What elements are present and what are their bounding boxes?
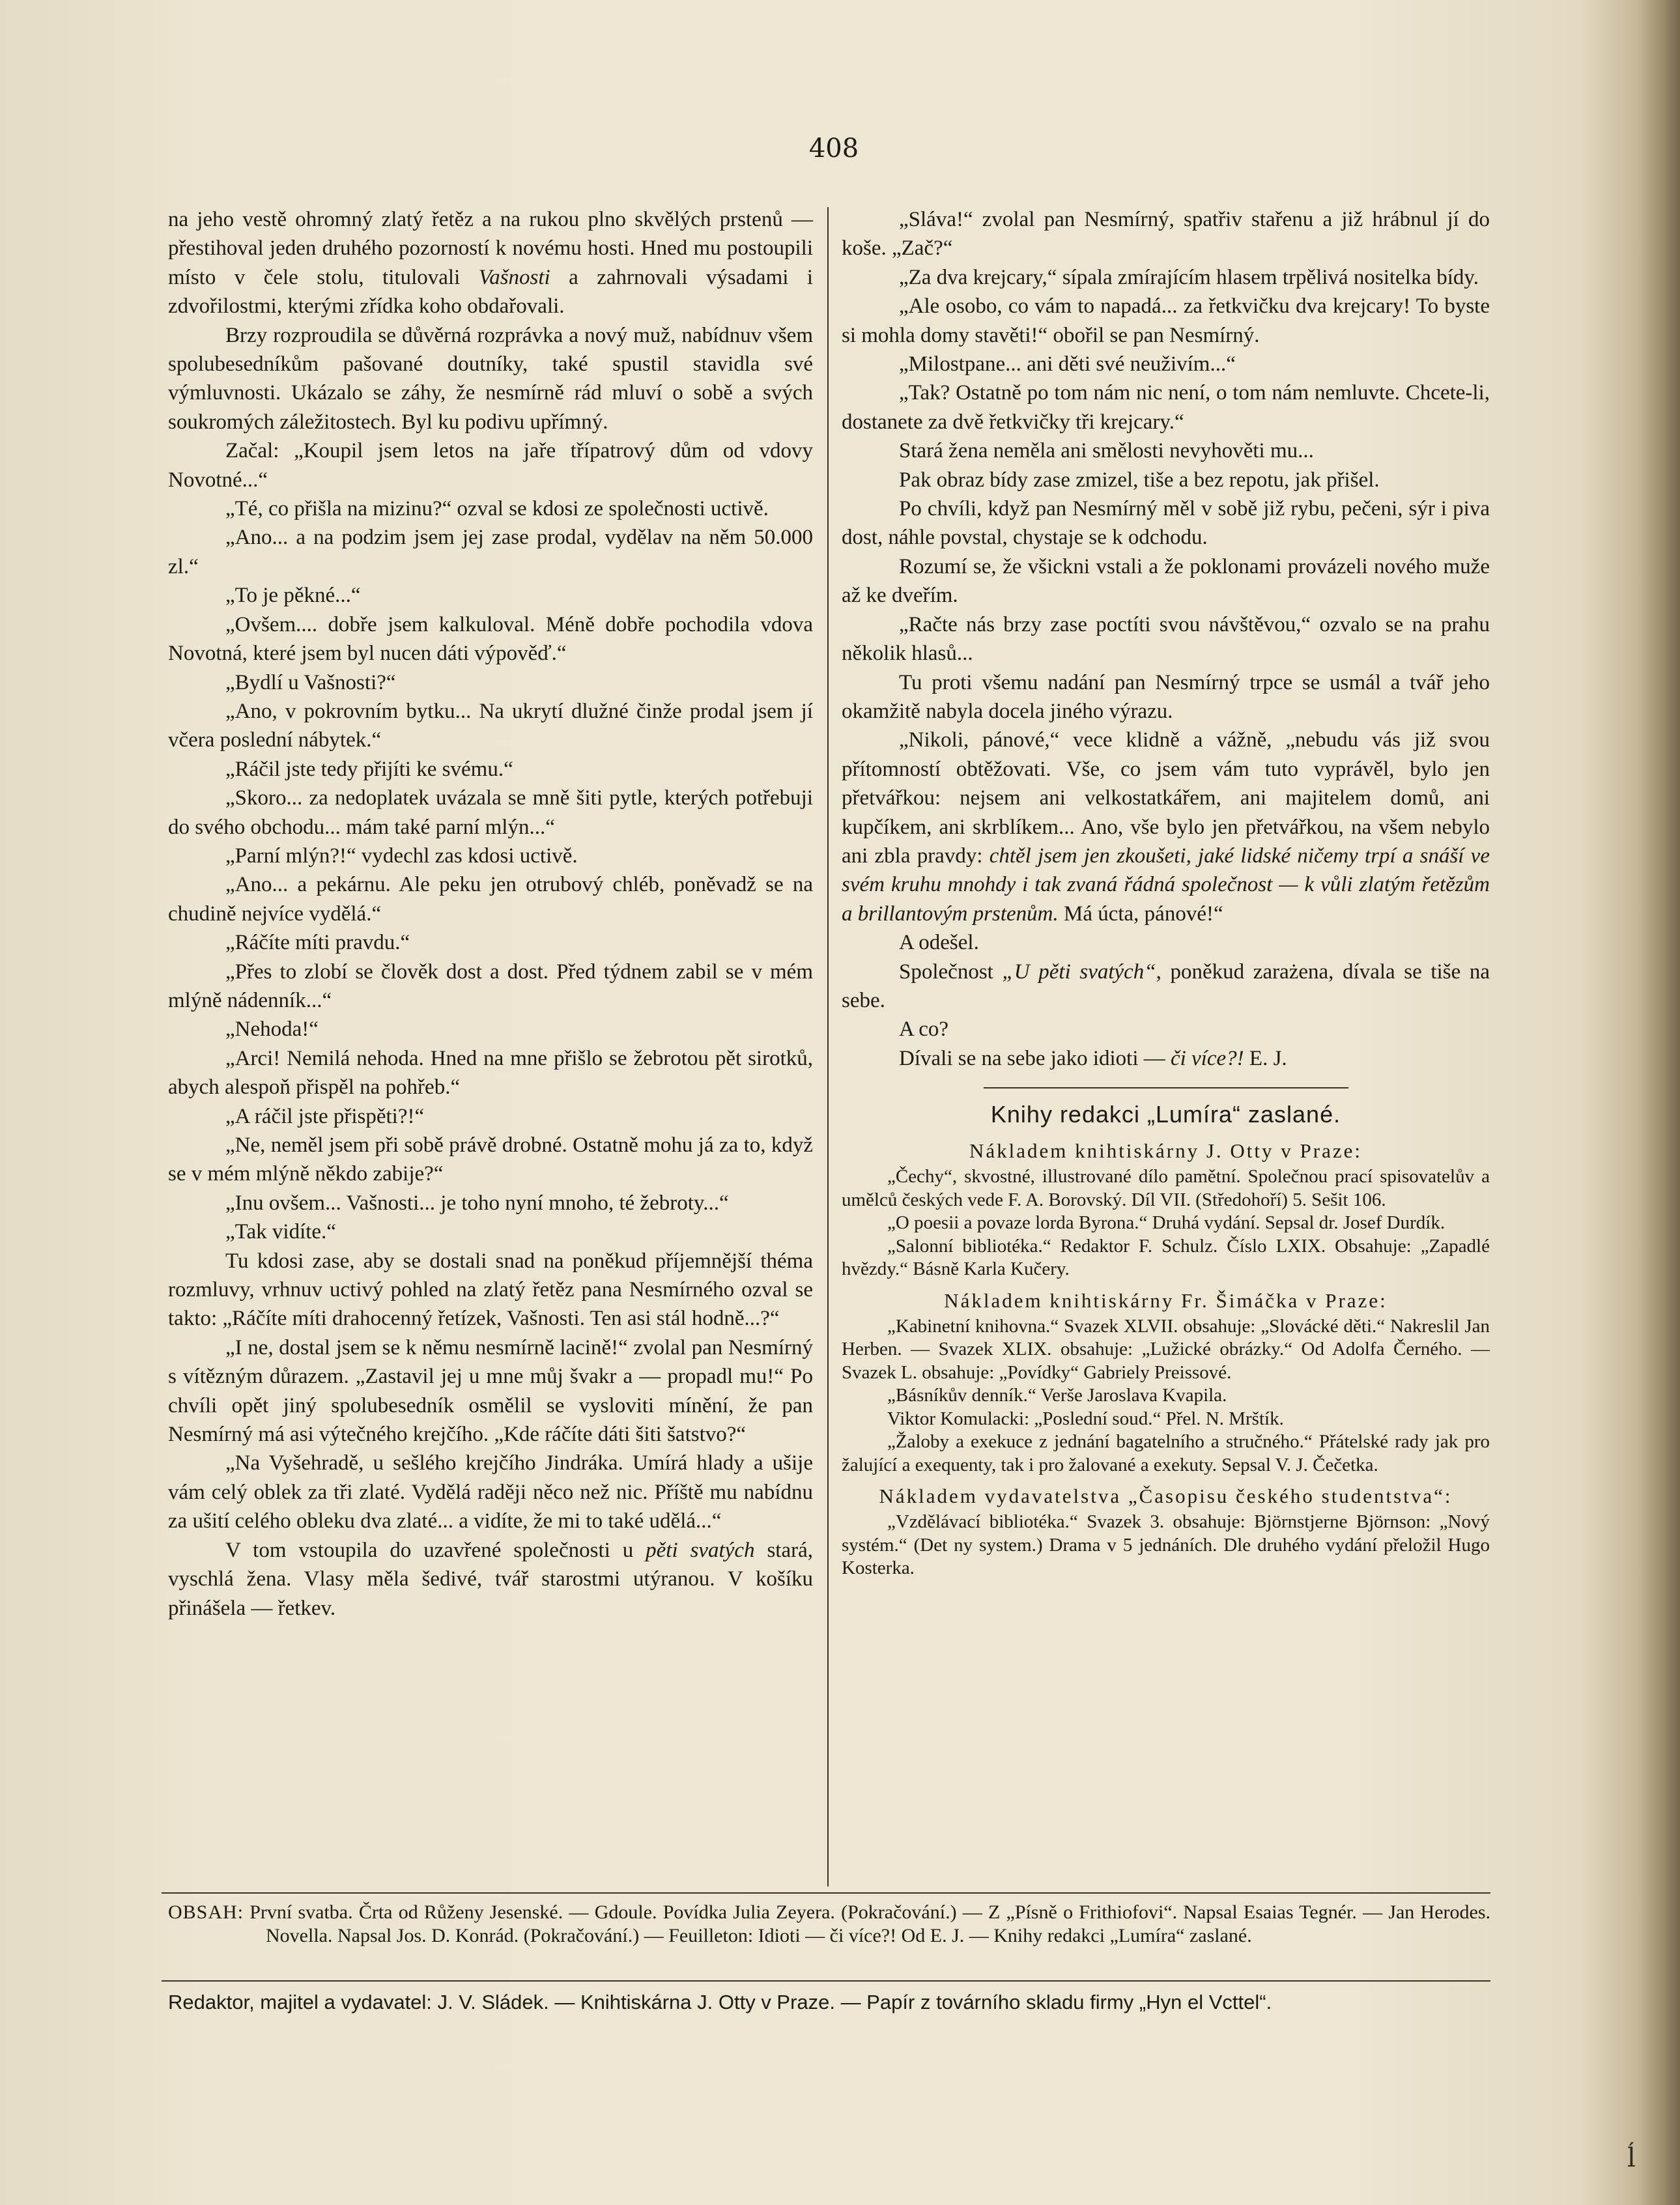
publisher-list [842,1138,1490,1580]
paragraph [168,1044,813,1102]
paragraph-text: Pak obraz bídy zase zmizel, tiše a bez repotu, jak přišel. [899,468,1380,492]
imprint-line: Redaktor, majitel a vydavatel: J. V. Sládek. — Knihtiskárna J. Otty v Praze. — Papír z továrního skladu firmy „Hyn el Vcttel“. [168,1991,1272,2013]
books-title: Knihy redakci „Lumíra“ zaslané. [990,1101,1341,1128]
paragraph-text: Začal: „Koupil jsem letos na jaře třípatrový dům od vdovy Novotné...“ [168,439,813,492]
paragraph [842,436,1490,465]
paragraph [842,610,1490,668]
paragraph-text: „Parní mlýn?!“ vydechl zas kdosi uctivě. [225,844,578,868]
paragraph [168,755,813,784]
paragraph-text: „Tak? Ostatně po tom nám nic není, o tom nám nemluvte. Chcete-li, dostanete za dvě řetkvičky tři krejcary.“ [842,381,1490,434]
right-column-story [842,205,1490,1073]
book-entry: „O poesii a povaze lorda Byrona.“ Druhá vydání. Sepsal dr. Josef Durdík. [887,1212,1445,1234]
paragraph [168,1102,813,1131]
contents-block [168,1901,1490,1948]
paragraph [842,378,1490,436]
paragraph-text: „Bydlí u Vašnosti?“ [225,670,396,694]
paragraph [168,784,813,842]
paragraph-text: „Ráčil jste tedy přijíti ke svému.“ [225,757,513,781]
column-divider [827,207,829,1886]
binding-mark: ĺ [1627,2143,1636,2173]
paragraph [168,436,813,494]
paragraph [168,928,813,957]
paragraph [168,1247,813,1333]
book-entry: „Žaloby a exekuce z jednání bagatelního a stručného.“ Přátelské rady jak pro žalující a exequenty, tak i pro žalované a exekuty. Sepsal V. J. Čečetka. [842,1431,1490,1475]
paragraph-text: „I ne, dostal jsem se k němu nesmírně lacině!“ zvolal pan Nesmírný s vítězným důrazem. „Zastavil jej u mne můj švakr a — propadl mu!“ Po chvíli opět jiný spolubesedník osmělil se vysloviti mínění, že pan Nesmírný má asi výtečného krejčího. „Kde ráčíte dáti šiti šatstvo?“ [168,1335,813,1447]
paragraph-text: Tu kdosi zase, aby se dostali snad na poněkud příjemnější théma rozmluvy, vrhnuv uctivý pohled na zlatý řetěz pana Nesmírného ozval se takto: „Ráčíte míti drahocenný řetízek, Vašnosti. Ten asi stál hodně...?“ [168,1249,813,1331]
paragraph-text: „Té, co přišla na mizinu?“ ozval se kdosi ze společnosti uctivě. [225,497,769,521]
paragraph-text: Po chvíli, když pan Nesmírný měl v sobě již rybu, pečeni, sýr i piva dost, náhle povstal, chystaje se k odchodu. [842,497,1490,550]
paragraph [842,1044,1490,1073]
paragraph [168,842,813,870]
book-entry: „Salonní bibliotéka.“ Redaktor F. Schulz. Číslo LXIX. Obsahuje: „Zapadlé hvězdy.“ Básně Karla Kučery. [842,1235,1490,1280]
paragraph [168,610,813,668]
paragraph-text: „Za dva krejcary,“ sípala zmírajícím hlasem trpělivá nositelka bídy. [899,265,1479,289]
paragraph [842,1015,1490,1044]
contents-text: První svatba. Črta od Růženy Jesenské. — Gdoule. Povídka Julia Zeyera. (Pokračování.) — Z „Písně o Frithiofovi“. Napsal Esaias Tegnér. — Jan Herodes. Novella. Napsal Jos. D. Konrád. (Pokračování.) — Feuilleton: Idioti — či více?! Od E. J. — Knihy redakci „Lumíra“ zaslané. [249,1901,1490,1946]
footer-rule-top [162,1892,1490,1894]
publisher-heading: Nákladem knihtiskárny J. Otty v Praze: [969,1139,1362,1163]
paragraph-text: „To je pěkné...“ [225,584,361,608]
section-rule [984,1087,1348,1088]
paragraph-text: V tom vstoupila do uzavřené společnosti u [225,1538,646,1562]
paragraph-tail: a zahrnovali výsadami i zdvořilostmi, kterými zřídka koho obdařovali. [168,265,814,319]
paragraph-tail: Má úcta, pánové!“ [1058,902,1223,926]
book-entry: „Čechy“, skvostné, illustrované dílo pamětní. Společnou prací spisovatelův a umělců českých vede F. A. Borovský. Díl VII. (Středohoří) 5. Sešit 106. [842,1166,1490,1210]
emphasis-text: či více?! [1171,1046,1244,1070]
paragraph [168,1449,813,1535]
paragraph [842,928,1490,957]
left-column [168,205,813,1623]
paragraph [168,697,813,755]
paragraph [168,581,813,610]
paragraph [842,205,1490,263]
paragraph [842,958,1490,1016]
paragraph-text: „Skoro... za nedoplatek uvázala se mně šiti pytle, kterých potřebuji do svého obchodu... mám také parní mlýn...“ [168,786,813,839]
paragraph [168,1015,813,1044]
paragraph-text: Stará žena neměla ani smělosti nevyhověti mu... [899,439,1314,463]
paragraph-text: Brzy rozproudila se důvěrná rozprávka a nový muž, nabídnuv všem spolubesedníkům pašované doutníky, také spustil stavidla své výmluvnosti. Ukázalo se záhy, že nesmírně rád mluví o sobě a svých soukromých záležitostech. Byl ku podivu upřímný. [168,323,813,434]
books-received-section [842,1087,1490,1580]
paragraph [168,668,813,697]
paragraph [168,321,813,437]
paragraph [168,1131,813,1189]
paragraph [168,1217,813,1246]
paragraph-text: Tu proti všemu nadání pan Nesmírný trpce se usmál a tvář jeho okamžitě nabyla docela jiného výrazu. [842,670,1490,723]
paragraph [842,668,1490,726]
book-entry: „Vzdělávací bibliotéka.“ Svazek 3. obsahuje: Björnstjerne Björnson: „Nový systém.“ (Det ny system.) Drama v 5 jednáních. Dle druhého vydání přeložil Hugo Kosterka. [842,1511,1490,1579]
paragraph [842,263,1490,292]
book-entry: „Básníkův denník.“ Verše Jaroslava Kvapila. [887,1385,1227,1406]
contents-label: OBSAH: [168,1901,244,1923]
paragraph-text: „Arci! Nemilá nehoda. Hned na mne přišlo se žebrotou pět sirotků, abych alespoň přispěl na pohřeb.“ [168,1046,813,1100]
paragraph-text: „Nehoda!“ [225,1017,319,1042]
paragraph-text: „Sláva!“ zvolal pan Nesmírný, spatřiv stařenu a již hrábnul jí do koše. „Zač?“ [842,208,1490,261]
paragraph [168,205,813,321]
paragraph [168,1189,813,1217]
paragraph-text: Dívali se na sebe jako idioti — [899,1046,1171,1070]
paragraph [842,552,1490,610]
emphasis-text: „U pěti svatých“ [1002,960,1156,984]
paragraph [842,494,1490,552]
paragraph [842,292,1490,350]
paragraph-text: na jeho vestě ohromný zlatý řetěz a na rukou plno skvělých prstenů — přestihoval jeden druhého pozorností k novému hosti. Hned mu postoupili místo v čele stolu, titulovali [168,208,813,289]
paragraph-text: „Milostpane... ani děti své neuživím...“ [899,352,1236,377]
emphasis-text: Vašnosti [478,265,550,289]
paragraph-text: Společnost [899,960,1003,984]
paragraph-text: „Inu ovšem... Vašnosti... je toho nyní mnoho, té žebroty...“ [225,1191,729,1215]
paragraph-text: „Ale osobo, co vám to napadá... za řetkvičku dva krejcary! To byste si mohla domy stavěti!“ obořil se pan Nesmírný. [842,294,1490,347]
paragraph-text: Rozumí se, že všickni vstali a že poklonami provázeli nového muže až ke dveřím. [842,554,1490,608]
right-column [842,205,1490,1580]
paragraph [842,350,1490,378]
paragraph-text: „Ano... a pekárnu. Ale peku jen otrubový chléb, poněvadž se na chudině nejvíce vydělá.“ [168,873,813,926]
paragraph-text: „Račte nás brzy zase poctíti svou návštěvou,“ ozvalo se na prahu několik hlasů... [842,612,1490,666]
paragraph-text: „Ovšem.... dobře jsem kalkuloval. Méně dobře pochodila vdova Novotná, které jsem byl nucen dáti výpověď.“ [168,612,813,666]
paragraph-text: „Tak vidíte.“ [225,1220,336,1244]
paragraph-tail: , poněkud zarażena, dívala se tiše na sebe. [842,960,1490,1012]
paragraph-text: A co? [899,1017,949,1042]
publisher-heading: Nákladem vydavatelstva „Časopisu českého studentstva“: [879,1485,1453,1508]
paragraph-text: „A ráčil jste přispěti?!“ [225,1104,425,1128]
page-number: 408 [808,134,859,164]
book-spine-shadow [1638,0,1680,2205]
emphasis-text: pěti svatých [646,1538,755,1562]
paragraph-text: „Ano, v pokrovním bytku... Na ukrytí dlužné činže prodal jsem jí včera poslední nábytek.“ [168,699,813,752]
emphasis-text: chtěl jsem jen zkoušeti, jaké lidské ničemy trpí a snáší ve svém kruhu mnohdy i tak zvaná řádná společnost — k vůli zlatým řetězům a brillantovým prstenům. [842,844,1490,926]
publisher-heading: Nákladem knihtiskárny Fr. Šimáčka v Praze: [944,1288,1388,1312]
paragraph [168,494,813,523]
paragraph [168,870,813,928]
paragraph-tail: E. J. [1244,1046,1287,1070]
paragraph-text: „Na Vyšehradě, u sešlého krejčího Jindráka. Umírá hlady a ušije vám celý oblek za tři zlaté. Vydělá raději něco než nic. Příště mu nabídnu za ušití celého obleku dva zlaté... a vidíte, že mi to také udělá...“ [168,1451,813,1533]
paragraph-text: „Ne, neměl jsem při sobě právě drobné. Ostatně mohu já za to, když se v mém mlýně někdo zabije?“ [168,1133,813,1186]
paragraph [168,523,813,581]
paragraph [842,726,1490,928]
paragraph-tail: stará, vyschlá žena. Vlasy měla šedivé, tvář starostmi utýranou. V košíku přinášela — řetkev. [168,1538,814,1620]
book-entry: „Kabinetní knihovna.“ Svazek XLVII. obsahuje: „Slovácké děti.“ Nakreslil Jan Herben. — Svazek XLIX. obsahuje: „Lužické obrázky.“ Od Adolfa Černého. — Svazek L. obsahuje: „Povídky“ Gabriely Preissové. [842,1315,1490,1383]
paragraph-text: „Přes to zlobí se člověk dost a dost. Před týdnem zabil se v mém mlýně nádenník...“ [168,960,813,1012]
paragraph [168,958,813,1016]
paragraph [842,466,1490,494]
paragraph [168,1536,813,1623]
paragraph-text: „Nikoli, pánové,“ vece klidně a vážně, „nebudu vás již svou přítomností obtěžovati. Vše, co jsem vám tuto vyprávěl, bylo jen přetvářkou: nejsem ani velkostatkářem, ani majitelem domů, ani kupčíkem, ani skrblíkem... Ano, vše bylo jen přetvářkou, na všem nebylo ani zbla pravdy: [842,728,1490,868]
paragraph-text: A odešel. [899,931,979,955]
paragraph [168,1333,813,1449]
paragraph-text: „Ráčíte míti pravdu.“ [225,931,410,955]
paragraph-text: „Ano... a na podzim jsem jej zase prodal, vydělav na něm 50.000 zl.“ [168,526,813,578]
book-entry: Viktor Komulacki: „Poslední soud.“ Přel. N. Mrštík. [887,1408,1284,1429]
footer-rule-bottom [162,1980,1490,1982]
